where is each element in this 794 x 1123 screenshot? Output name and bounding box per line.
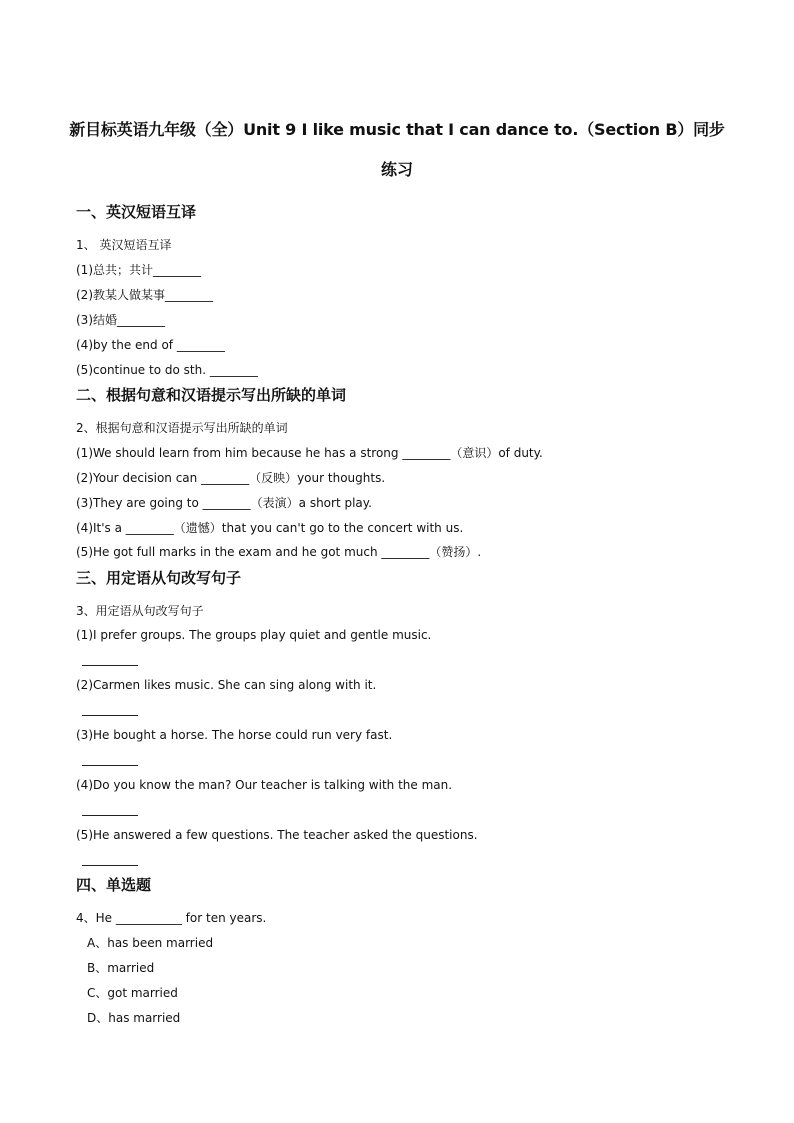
q2-item-1: (1)We should learn from him because he has a strong ________（意识）of duty. [76, 446, 543, 460]
q1-item-3: (3)结婚________ [76, 313, 165, 327]
question-4-prompt: 4、He ___________ for ten years. [76, 911, 267, 925]
section-1-heading: 一、英汉短语互译 [76, 203, 197, 221]
q1-item-5: (5)continue to do sth. ________ [76, 363, 258, 377]
answer-blank-line [82, 715, 138, 716]
answer-blank-line [82, 865, 138, 866]
q1-item-1: (1)总共；共计________ [76, 263, 201, 277]
q2-item-3: (3)They are going to ________（表演）a short play. [76, 496, 372, 510]
section-4-heading: 四、单选题 [76, 876, 152, 894]
q3-item-4: (4)Do you know the man? Our teacher is talking with the man. [76, 778, 453, 792]
document-title-continued: 练习 [380, 160, 413, 179]
q2-item-5: (5)He got full marks in the exam and he got much ________（赞扬）. [76, 545, 482, 559]
section-2-heading: 二、根据句意和汉语提示写出所缺的单词 [76, 386, 347, 404]
section-3-heading: 三、用定语从句改写句子 [76, 569, 242, 587]
q3-item-5: (5)He answered a few questions. The teacher asked the questions. [76, 828, 478, 842]
q3-item-2: (2)Carmen likes music. She can sing along with it. [76, 678, 377, 692]
q2-item-4: (4)It's a ________（遗憾）that you can't go to the concert with us. [76, 521, 464, 535]
q2-item-2: (2)Your decision can ________（反映）your thoughts. [76, 471, 386, 485]
q3-item-1: (1)I prefer groups. The groups play quiet and gentle music. [76, 628, 432, 642]
question-3-prompt: 3、用定语从句改写句子 [76, 604, 204, 618]
q3-item-3: (3)He bought a horse. The horse could run very fast. [76, 728, 393, 742]
answer-blank-line [82, 665, 138, 666]
document-title: 新目标英语九年级（全）Unit 9 I like music that I can dance to.（Section B）同步 [69, 120, 725, 139]
option-b: B、married [87, 961, 155, 975]
question-2-prompt: 2、根据句意和汉语提示写出所缺的单词 [76, 421, 288, 435]
question-1-prompt: 1、 英汉短语互译 [76, 238, 172, 252]
option-a: A、has been married [87, 936, 214, 950]
answer-blank-line [82, 765, 138, 766]
q1-item-4: (4)by the end of ________ [76, 338, 225, 352]
option-d: D、has married [87, 1011, 181, 1025]
answer-blank-line [82, 815, 138, 816]
q1-item-2: (2)教某人做某事________ [76, 288, 213, 302]
option-c: C、got married [87, 986, 178, 1000]
